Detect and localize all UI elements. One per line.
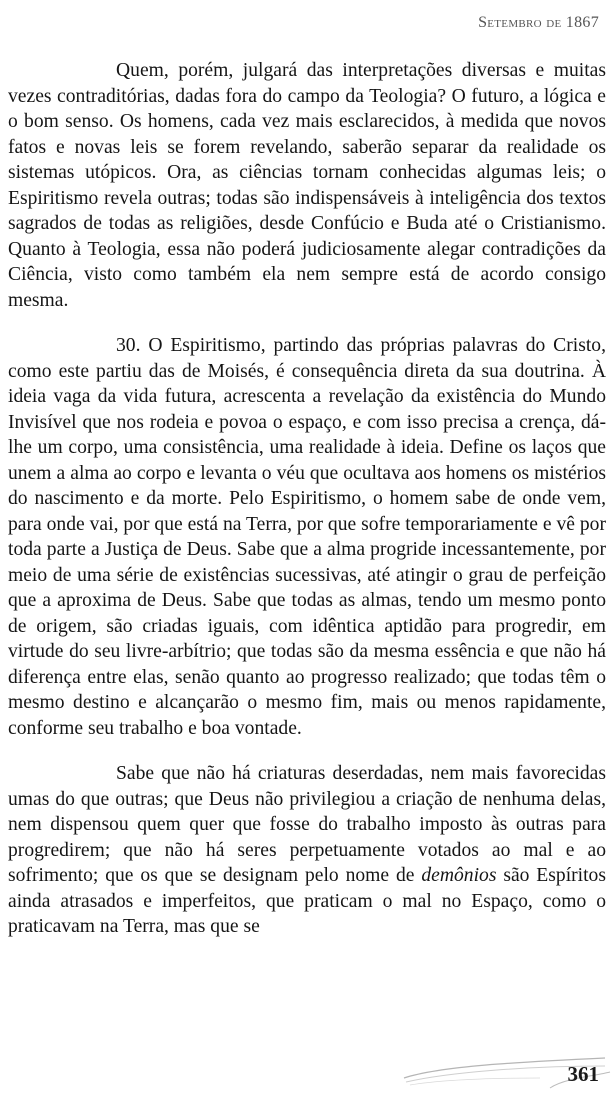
header-month: Setembro — [478, 14, 542, 31]
body-text — [8, 58, 606, 940]
page-number: 361 — [567, 1062, 599, 1086]
paragraph-3 — [8, 761, 606, 940]
header-year: de 1867 — [546, 14, 599, 31]
running-header — [478, 14, 599, 32]
paragraph-3-text-end: são Espíritos ainda atrasados e imperfeitos, que praticam o mal no Espaço, como o praticavam na Terra, mas que se — [8, 865, 606, 937]
paragraph-1: Quem, porém, julgará das interpretações diversas e muitas vezes contraditórias, dadas fora do campo da Teologia? O futuro, a lógica e o bom senso. Os homens, cada vez mais esclarecidos, à medida que novos fatos e novas leis se forem revelando, saberão separar da realidade os sistemas utópicos. Ora, as ciências tornam conhecidas algumas leis; o Espiritismo revela outras; todas são indispensáveis à inteligência dos textos sagrados de todas as religiões, desde Confúcio e Buda até o Cristianismo. Quanto à Teologia, essa não poderá judiciosamente alegar contradições da Ciência, visto como também ela nem sempre está de acordo consigo mesma. — [8, 60, 606, 311]
page-folio — [400, 1052, 611, 1097]
paragraph-3-text-start: Sabe que não há criaturas deserdadas, nem mais favorecidas umas do que outras; que Deus não privilegiou a criação de nenhuma delas, nem dispensou quem quer que fosse do trabalho imposto às outras para progredirem; que não há seres perpetuamente votados ao mal e ao sofrimento; que os que se designam pelo nome de — [8, 763, 606, 886]
paragraph-3-italic-term: demônios — [421, 865, 497, 886]
paragraph-2: 30. O Espiritismo, partindo das próprias palavras do Cristo, como este partiu das de Moisés, é consequência direta da sua doutrina. À ideia vaga da vida futura, acrescenta a revelação da existência do Mundo Invisível que nos rodeia e povoa o espaço, e com isso precisa a crença, dá-lhe um corpo, uma consistência, uma realidade à ideia. Define os laços que unem a alma ao corpo e levanta o véu que ocultava aos homens os mistérios do nascimento e da morte. Pelo Espiritismo, o homem sabe de onde vem, para onde vai, por que está na Terra, por que sofre temporariamente e vê por toda parte a Justiça de Deus. Sabe que a alma progride incessantemente, por meio de uma série de existências sucessivas, até atingir o grau de perfeição que a aproxima de Deus. Sabe que todas as almas, tendo um mesmo ponto de origem, são criadas iguais, com idêntica aptidão para progredir, em virtude do seu livre-arbítrio; que todas são da mesma essência e que não há diferença entre elas, senão quanto ao progresso realizado; que todas têm o mesmo destino e alcançarão o mesmo fim, mais ou menos rapidamente, conforme seu trabalho e boa vontade. — [8, 335, 606, 739]
